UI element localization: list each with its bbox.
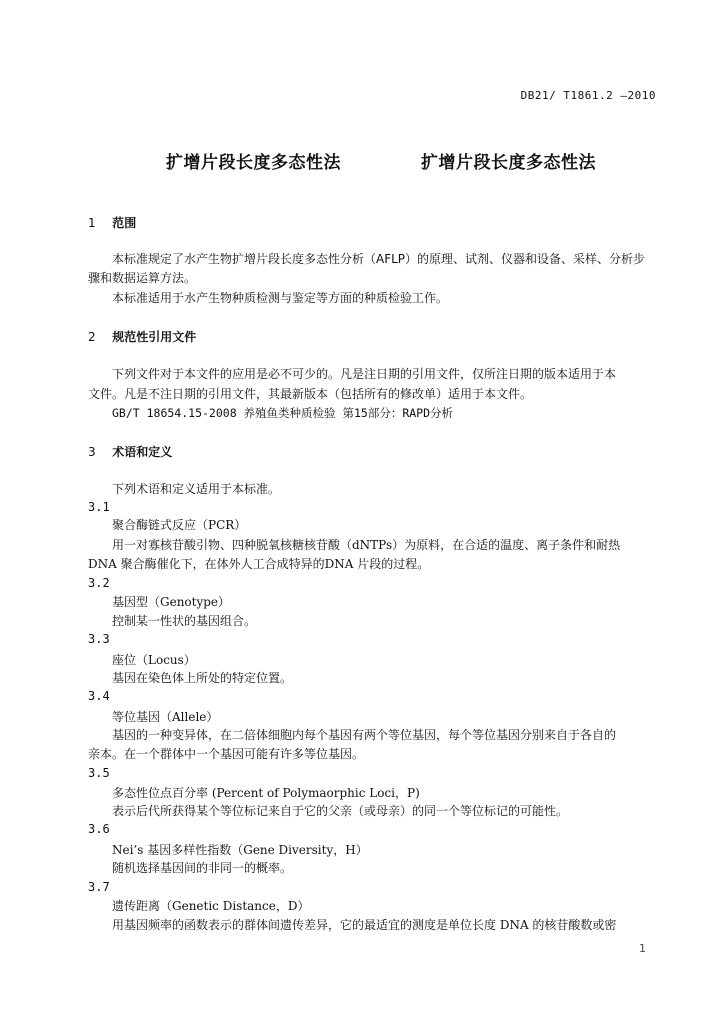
term-name: 遗传距离（Genetic Distance，D） [112,899,310,913]
term-number: 3.4 [88,689,110,703]
reference-standard: GB/T 18654.15-2008 养殖鱼类种质检验 第15部分：RAPD分析 [112,406,454,420]
term-number: 3.2 [88,576,110,590]
title-row [0,148,724,172]
section-number: 3 [88,445,96,459]
term-name: 聚合酶链式反应（PCR） [112,518,247,532]
section-heading-terms [88,443,172,460]
term-number: 3.7 [88,880,110,894]
section-number: 1 [88,216,96,230]
scope-line: 骤和数据运算方法。 [88,271,197,285]
document-title: 扩增片段长度多态性法 [166,153,341,173]
section-heading-references [88,328,196,345]
term-number: 3.5 [88,766,110,780]
term-definition: 用基因频率的函数表示的群体间遗传差异，它的最适宜的测度是单位长度 DNA 的核苷酸数或密 [112,918,617,932]
term-definition: 表示后代所获得某个等位标记来自于它的父亲（或母亲）的同一个等位标记的可能性。 [112,804,569,818]
term-name: 基因型（Genotype） [112,595,231,609]
term-definition: 控制某一性状的基因组合。 [112,614,257,628]
term-name: 多态性位点百分率 (Percent of Polymaorphic Loci，P) [112,786,420,800]
term-name: 等位基因（Allele） [112,710,219,724]
scope-line: 本标准适用于水产生物种质检测与鉴定等方面的种质检验工作。 [112,291,449,305]
section-title: 范围 [112,216,137,230]
section-heading-scope [88,214,136,231]
term-definition: 基因的一种变异体，在二倍体细胞内每个基因有两个等位基因，每个等位基因分别来自于各自的 [112,728,617,742]
term-number: 3.3 [88,632,110,646]
page-number: 1 [639,942,646,955]
reference-line: 下列文件对于本文件的应用是必不可少的。凡是注日期的引用文件，仅所注日期的版本适用于本 [112,367,617,381]
term-definition: 基因在染色体上所处的特定位置。 [112,671,293,685]
term-definition: 用一对寡核苷酸引物、四种脱氧核糖核苷酸（dNTPs）为原料，在合适的温度、离子条件和耐热 [112,538,621,552]
reference-line: 文件。凡是不注日期的引用文件，其最新版本（包括所有的修改单）适用于本文件。 [88,387,533,401]
document-title-duplicate: 扩增片段长度多态性法 [421,153,596,173]
standard-code: DB21/ T1861.2 —2010 [520,89,656,102]
term-number: 3.1 [88,500,110,514]
section-title: 术语和定义 [112,445,173,459]
term-definition: 随机选择基因间的非同一的概率。 [112,861,293,875]
term-definition: DNA 聚合酶催化下，在体外人工合成特异的DNA 片段的过程。 [88,557,430,571]
term-name: Nei’s 基因多样性指数（Gene Diversity，H） [112,843,368,857]
term-name: 座位（Locus） [112,653,196,667]
terms-intro: 下列术语和定义适用于本标准。 [112,482,281,496]
scope-line: 本标准规定了水产生物扩增片段长度多态性分析（AFLP）的原理、试剂、仪器和设备、采样、分析步 [112,252,646,266]
term-definition: 亲本。在一个群体中一个基因可能有许多等位基因。 [88,747,365,761]
section-number: 2 [88,330,96,344]
section-title: 规范性引用文件 [112,330,197,344]
term-number: 3.6 [88,822,110,836]
